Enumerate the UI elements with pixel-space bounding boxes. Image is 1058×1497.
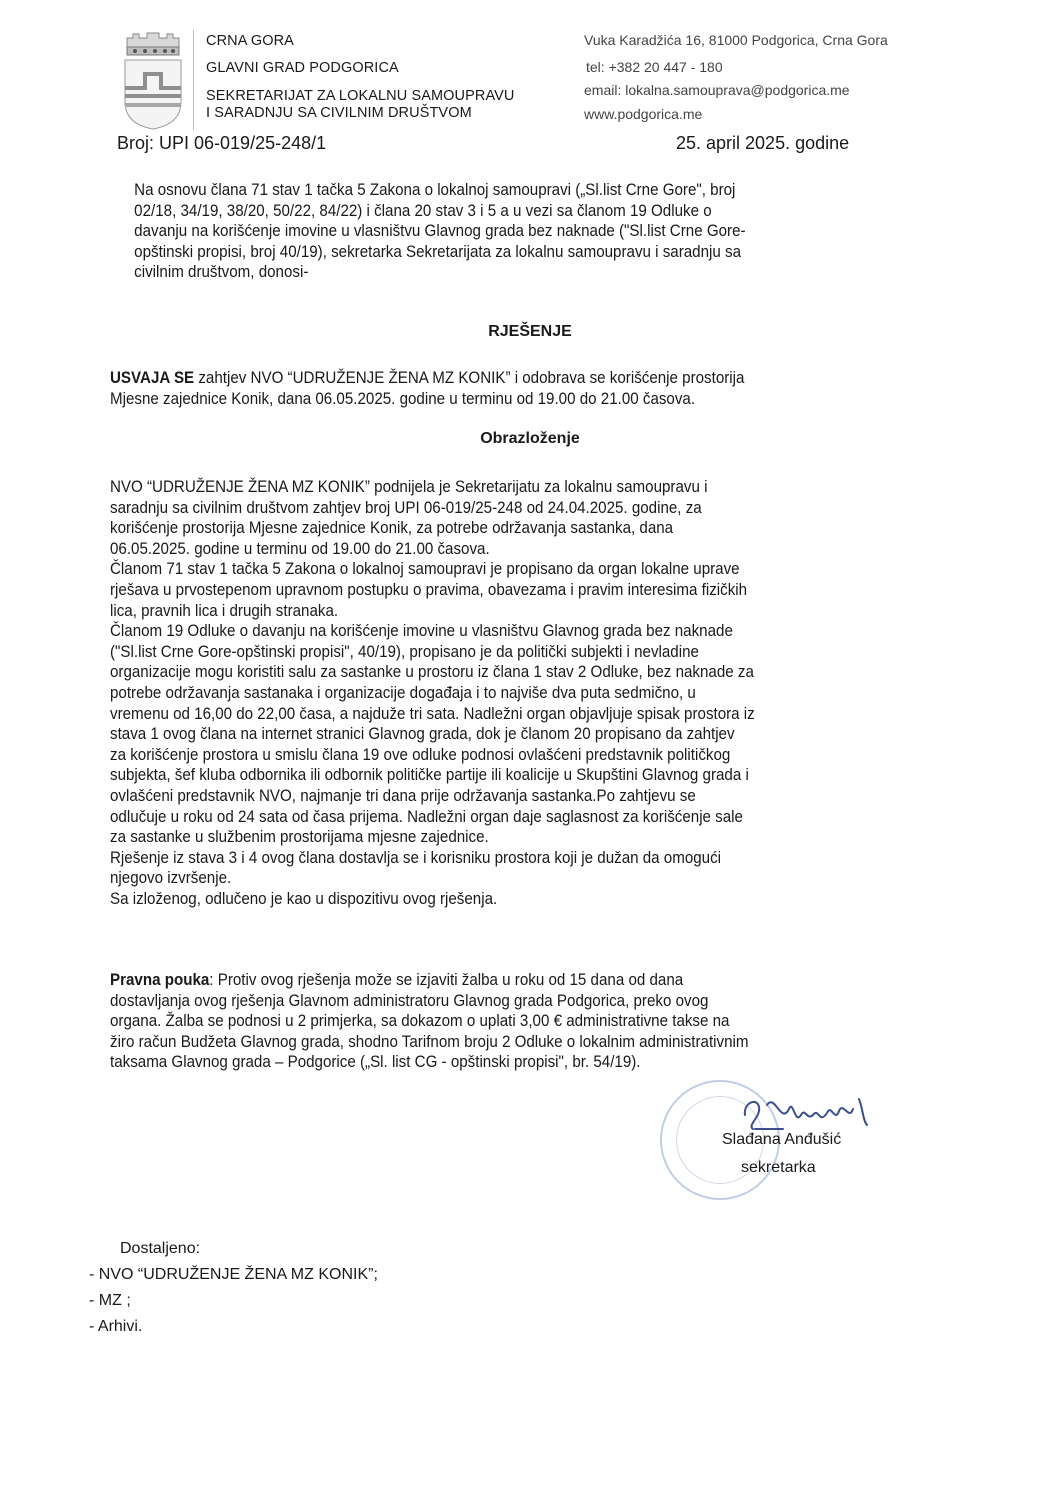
legal-notice-line: dostavljanja ovog rješenja Glavnom administratoru Glavnog grada Podgorica, preko ovog xyxy=(110,991,709,1010)
legal-notice-line1: : Protiv ovog rješenja može se izjaviti žalba u roku od 15 dana od dana xyxy=(209,971,684,989)
reasoning-line: Rješenje iz stava 3 i 4 ovog člana dostavlja se i korisniku prostora koji je dužan da omogući xyxy=(110,848,722,867)
handwritten-signature-icon xyxy=(735,1085,885,1135)
reasoning-line: za sastanke u službenim prostorijama mjesne zajednice. xyxy=(110,828,489,847)
reasoning-line: odlučuje u roku od 24 sata od časa prijema. Nadležni organ daje saglasnost za korišćenje sale xyxy=(110,807,743,826)
org-country: CRNA GORA xyxy=(206,33,294,49)
contact-website[interactable]: www.podgorica.me xyxy=(584,106,703,122)
delivered-to-item: - Arhivi. xyxy=(89,1318,143,1335)
reasoning-line: Članom 71 stav 1 tačka 5 Zakona o lokalnoj samoupravi je propisano da organ lokalne uprave xyxy=(110,560,740,579)
reasoning-line: njegovo izvršenje. xyxy=(110,869,232,888)
reasoning-line: subjekta, šef kluba odbornika ili odbornik političke partije ili koalicije u Skupštini Glavnog grada i xyxy=(110,766,749,785)
contact-email[interactable]: email: lokalna.samouprava@podgorica.me xyxy=(584,82,850,98)
decision-lead: USVAJA SE xyxy=(110,369,195,387)
legal-notice-line: organa. Žalba se podnosi u 2 primjerka, sa dokazom o uplati 3,00 € administrativne takse na xyxy=(110,1012,730,1031)
reasoning-line: potrebe održavanja sastanaka i organizacije događaja i to najviše dva puta sedmično, u xyxy=(110,683,696,702)
org-secretariat-line2: I SARADNJU SA CIVILNIM DRUŠTVOM xyxy=(206,105,472,121)
decision-title: RJEŠENJE xyxy=(488,323,572,340)
reasoning-line: saradnju sa civilnim društvom zahtjev broj UPI 06-019/25-248 od 24.04.2025. godine, za xyxy=(110,498,702,517)
legal-notice-line: taksama Glavnog grada – Podgorice („Sl. list CG - opštinski propisi", br. 54/19). xyxy=(110,1053,641,1072)
signatory-role: sekretarka xyxy=(741,1159,816,1176)
reasoning-line: korišćenje prostorija Mjesne zajednice Konik, za potrebe održavanja sastanka, dana xyxy=(110,519,674,538)
intro-line: Na osnovu člana 71 stav 1 tačka 5 Zakona o lokalnoj samoupravi („Sl.list Crne Gore", broj xyxy=(134,181,736,199)
reasoning-line: Sa izloženog, odlučeno je kao u dispozitivu ovog rješenja. xyxy=(110,889,498,908)
reasoning-paragraph xyxy=(110,477,952,909)
delivered-to-label: Dostaljeno: xyxy=(120,1240,201,1257)
intro-line: davanju na korišćenje imovine u vlasništvu Glavnog grada bez naknade ("Sl.list Crne Gore- xyxy=(134,222,746,241)
intro-line: 02/18, 34/19, 38/20, 50/22, 84/22) i člana 20 stav 3 i 5 a u vezi sa članom 19 Odluke o xyxy=(134,201,712,220)
signatory-name: Slađana Anđušić xyxy=(722,1131,842,1148)
intro-line: opštinski propisi, broj 40/19), sekretarka Sekretarijata za lokalnu samoupravu i saradnju sa xyxy=(134,242,741,261)
legal-notice-line: žiro račun Budžeta Glavnog grada, shodno Tarifnom broju 2 Odluke o lokalnim administrativnim xyxy=(110,1032,749,1051)
header-divider xyxy=(193,30,194,130)
legal-notice-lead: Pravna pouka xyxy=(110,971,210,989)
reasoning-title: Obrazloženje xyxy=(480,430,580,447)
coat-of-arms-icon xyxy=(121,32,185,130)
reasoning-line: Članom 19 Odluke o davanju na korišćenje imovine u vlasništvu Glavnog grada bez naknade xyxy=(110,622,733,641)
reasoning-line: NVO “UDRUŽENJE ŽENA MZ KONIK” podnijela je Sekretarijatu za lokalnu samoupravu i xyxy=(110,478,708,496)
decision-line1: zahtjev NVO “UDRUŽENJE ŽENA MZ KONIK” i odobrava se korišćenje prostorija xyxy=(194,369,745,387)
reasoning-line: rješava u prvostepenom upravnom postupku o pravima, obavezama i pravim interesima fizičkih xyxy=(110,580,748,599)
reasoning-line: ovlašćeni predstavnik NVO, najmanje tri dana prije održavanja sastanka.Po zahtjevu se xyxy=(110,786,696,805)
decision-paragraph xyxy=(110,368,952,409)
contact-address: Vuka Karadžića 16, 81000 Podgorica, Crna Gora xyxy=(584,32,888,48)
reasoning-line: ("Sl.list Crne Gore-opštinski propisi", 40/19), propisano je da politički subjekti i nevladine xyxy=(110,642,699,661)
org-city: GLAVNI GRAD PODGORICA xyxy=(206,60,399,76)
reference-number: Broj: UPI 06-019/25-248/1 xyxy=(117,133,327,153)
intro-line: civilnim društvom, donosi- xyxy=(134,263,309,282)
legal-notice-paragraph xyxy=(110,970,952,1073)
reasoning-line: organizacije mogu koristiti salu za sastanke u prostoru iz člana 1 stav 2 Odluke, bez naknade za xyxy=(110,663,754,682)
decision-line2: Mjesne zajednice Konik, dana 06.05.2025. godine u terminu od 19.00 do 21.00 časova. xyxy=(110,389,696,408)
contact-phone: tel: +382 20 447 - 180 xyxy=(586,59,723,75)
intro-paragraph xyxy=(110,180,952,283)
reasoning-line: stava 1 ovog člana na internet stranici Glavnog grada, dok je članom 20 propisano da zahtjev xyxy=(110,725,735,744)
delivered-to-item: - MZ ; xyxy=(89,1292,131,1309)
reasoning-line: za korišćenje prostora u smislu člana 19 ove odluke podnosi ovlašćeni predstavnik političkog xyxy=(110,745,731,764)
reasoning-line: vremenu od 16,00 do 22,00 časa, a najduže tri sata. Nadležni organ objavljuje spisak prostora iz xyxy=(110,704,755,723)
delivered-to-item: - NVO “UDRUŽENJE ŽENA MZ KONIK”; xyxy=(89,1266,378,1283)
document-date: 25. april 2025. godine xyxy=(676,133,850,153)
reasoning-line: lica, pravnih lica i drugih stranaka. xyxy=(110,601,339,620)
reasoning-line: 06.05.2025. godine u terminu od 19.00 do 21.00 časova. xyxy=(110,539,490,558)
org-secretariat-line1: SEKRETARIJAT ZA LOKALNU SAMOUPRAVU xyxy=(206,88,515,104)
